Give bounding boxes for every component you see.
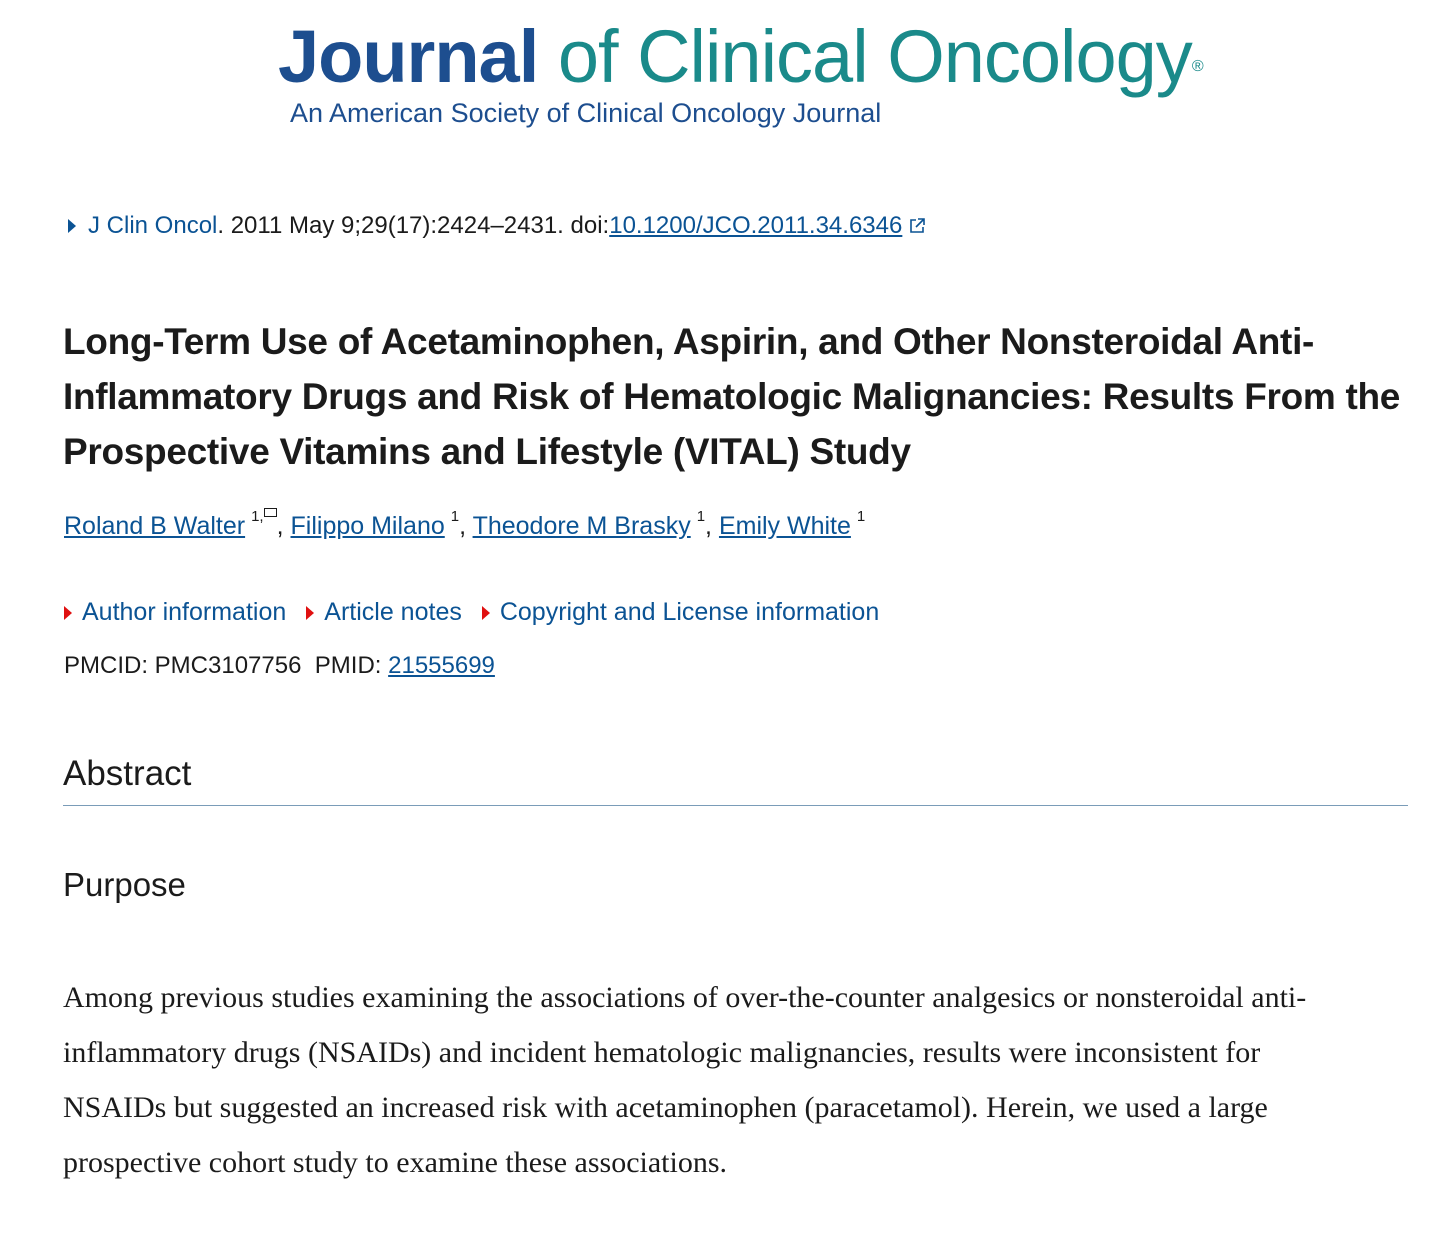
author-affiliation-sup <box>251 508 277 525</box>
author-link-walter[interactable]: Roland B Walter <box>64 512 246 540</box>
author-separator: , <box>276 512 291 540</box>
author-sup: 1 <box>450 508 460 525</box>
journal-link[interactable]: J Clin Oncol <box>88 212 218 239</box>
logo-word-rest: of Clinical Oncology <box>538 15 1192 98</box>
pmid-label: PMID: <box>314 652 389 679</box>
article-ids <box>64 652 495 680</box>
mail-icon[interactable] <box>264 508 277 517</box>
author-sup: 1, <box>251 508 264 525</box>
author-information-toggle[interactable] <box>64 598 286 627</box>
author-link-white[interactable]: Emily White <box>718 512 851 540</box>
author-sup: 1 <box>696 508 706 525</box>
author-separator: , <box>459 512 473 540</box>
logo-word-journal: Journal <box>278 15 539 98</box>
purpose-paragraph: Among previous studies examining the associations of over-the-counter analgesics or nonsteroidal anti-inflammatory drugs (NSAIDs) and incident hematologic malignancies, results were inconsistent for NSAIDs but suggested an increased risk with acetaminophen (paracetamol). Herein, we used a large prospective cohort study to examine these associations. <box>63 981 1307 1179</box>
citation-line <box>64 212 926 240</box>
author-information-label: Author information <box>82 598 287 626</box>
external-link-icon[interactable] <box>908 217 926 235</box>
triangle-icon <box>306 606 314 620</box>
purpose-heading: Purpose <box>63 866 186 903</box>
author-list <box>64 508 866 541</box>
citation-details: . 2011 May 9;29(17):2424–2431. doi: <box>217 212 610 239</box>
pmcid-label: PMCID: PMC3107756 <box>64 652 302 679</box>
pmid-link[interactable]: 21555699 <box>388 652 495 679</box>
triangle-icon <box>64 606 72 620</box>
expand-triangle-icon[interactable] <box>68 219 76 233</box>
registered-mark: ® <box>1191 58 1203 75</box>
abstract-divider <box>63 805 1408 806</box>
abstract-heading: Abstract <box>63 754 192 793</box>
copyright-license-label: Copyright and License information <box>499 598 880 626</box>
author-link-brasky[interactable]: Theodore M Brasky <box>472 512 691 540</box>
article-notes-toggle[interactable] <box>306 598 462 627</box>
logo-subtitle: An American Society of Clinical Oncology Journal <box>290 98 882 128</box>
author-sup: 1 <box>856 508 866 525</box>
author-link-milano[interactable]: Filippo Milano <box>290 512 445 540</box>
journal-logo[interactable] <box>278 14 1218 134</box>
article-title: Long-Term Use of Acetaminophen, Aspirin, and Other Nonsteroidal Anti-Inflammatory Drugs and Risk of Hematologic Malignancies: Results From the Prospective Vitamins and Lifestyle (VITAL) Study <box>63 321 1401 472</box>
copyright-license-toggle[interactable] <box>482 598 879 627</box>
article-notes-label: Article notes <box>324 598 462 626</box>
info-links-row <box>64 598 899 627</box>
doi-link[interactable]: 10.1200/JCO.2011.34.6346 <box>609 212 903 239</box>
logo-wordmark <box>278 14 1203 100</box>
triangle-icon <box>482 606 490 620</box>
author-separator: , <box>705 512 719 540</box>
